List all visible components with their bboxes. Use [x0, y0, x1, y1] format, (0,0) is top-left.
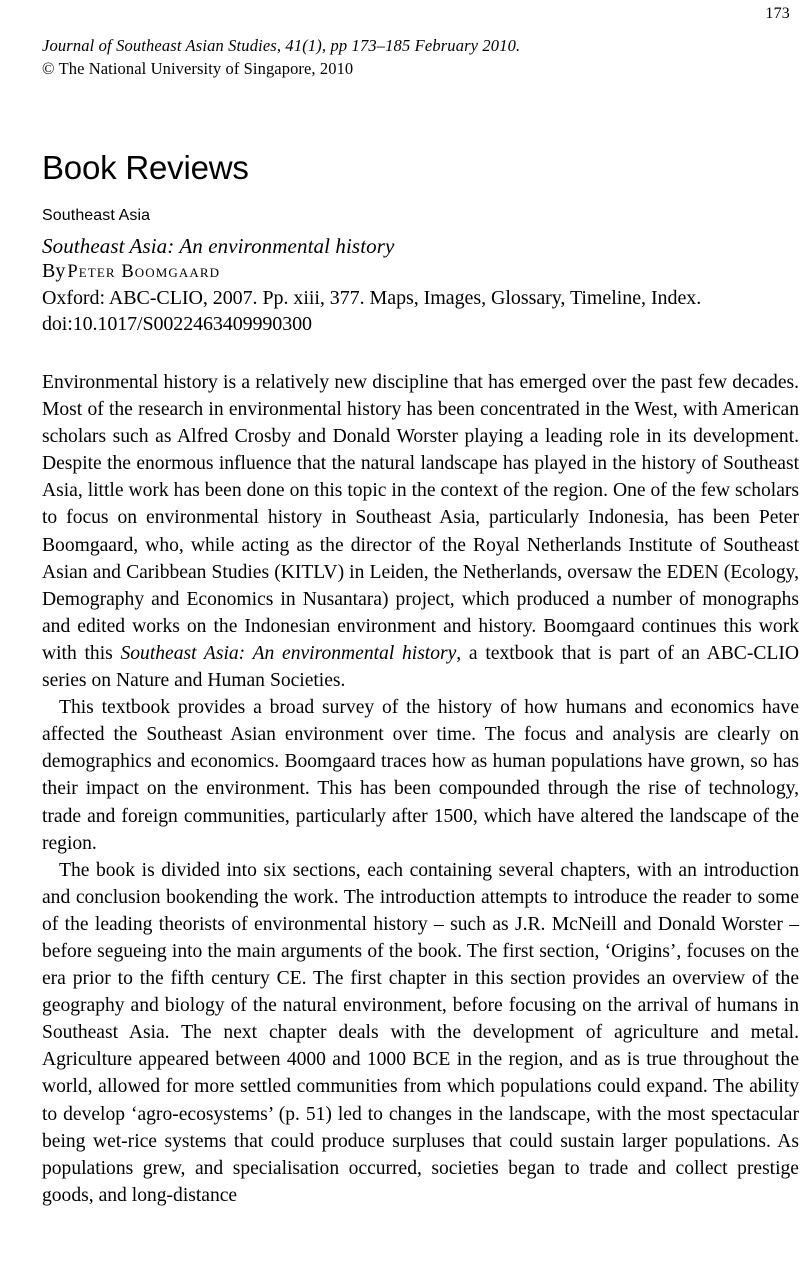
byline [42, 259, 800, 285]
byline-label: By [42, 260, 66, 282]
publication-details: Oxford: ABC-CLIO, 2007. Pp. xiii, 377. Maps, Images, Glossary, Timeline, Index. [42, 287, 702, 309]
journal-citation-line: Journal of Southeast Asian Studies, 41(1), pp 173–185 February 2010. [42, 36, 521, 55]
review-body [42, 369, 799, 1209]
reviewed-book-title: Southeast Asia: An environmental history [42, 234, 395, 258]
doi-line: doi:10.1017/S0022463409990300 [42, 313, 312, 335]
paragraph-1-text-b: , a textbook that is part of an ABC-CLIO series on Nature and Human Societies. [42, 642, 799, 692]
paragraph-3: The book is divided into six sections, each containing several chapters, with an introduction and conclusion bookending the work. The introduction attempts to introduce the reader to some of the leading theorists of environmental history – such as J.R. McNeill and Donald Worster – before segueing into the main arguments of the book. The first section, ‘Origins’, focuses on the era prior to the fifth century CE. The first chapter in this section provides an overview of the geography and biology of the natural environment, before focusing on the arrival of humans in Southeast Asia. The next chapter deals with the development of agriculture and metal. Agriculture appeared between 4000 and 1000 BCE in the region, and as is true throughout the world, allowed for more settled communities from which populations could expand. The ability to develop ‘agro-ecosystems’ (p. 51) led to changes in the landscape, with the most spectacular being wet-rice systems that could produce surpluses that could sustain larger populations. As populations grew, and specialisation occurred, societies began to trade and collect prestige goods, and long-distance [42, 859, 799, 1206]
paragraph-2: This textbook provides a broad survey of the history of how humans and economics have affected the Southeast Asian environment over time. The focus and analysis are clearly on demographics and economics. Boomgaard traces how as human populations have grown, so has their impact on the environment. This has been compounded through the rise of technology, trade and foreign communities, particularly after 1500, which have altered the landscape of the region. [42, 697, 799, 854]
paragraph-1 [42, 369, 799, 694]
page-number: 173 [765, 5, 790, 22]
region-subheading: Southeast Asia [42, 207, 151, 225]
book-author: Peter Boomgaard [67, 262, 221, 282]
copyright-line: © The National University of Singapore, 2010 [42, 59, 354, 78]
masthead [42, 34, 772, 80]
paragraph-1-text-a: Environmental history is a relatively new discipline that has emerged over the past few decades. Most of the research in environmental history has been concentrated in the West, with American scholars such as Alfred Crosby and Donald Worster playing a leading role in its development. Despite the enormous influence that the natural landscape has played in the history of Southeast Asia, little work has been done on this topic in the context of the region. One of the few scholars to focus on environmental history in Southeast Asia, particularly Indonesia, has been Peter Boomgaard, who, while acting as the director of the Royal Netherlands Institute of Southeast Asian and Caribbean Studies (KITLV) in Leiden, the Netherlands, oversaw the EDEN (Ecology, Demography and Economics in Nusantara) project, which produced a number of monographs and edited works on the Indonesian environment and history. Boomgaard continues this work with this [42, 372, 799, 664]
page-title: Book Reviews [42, 149, 249, 187]
review-citation-block [42, 233, 800, 337]
paragraph-1-book-title: Southeast Asia: An environmental history [120, 642, 457, 664]
